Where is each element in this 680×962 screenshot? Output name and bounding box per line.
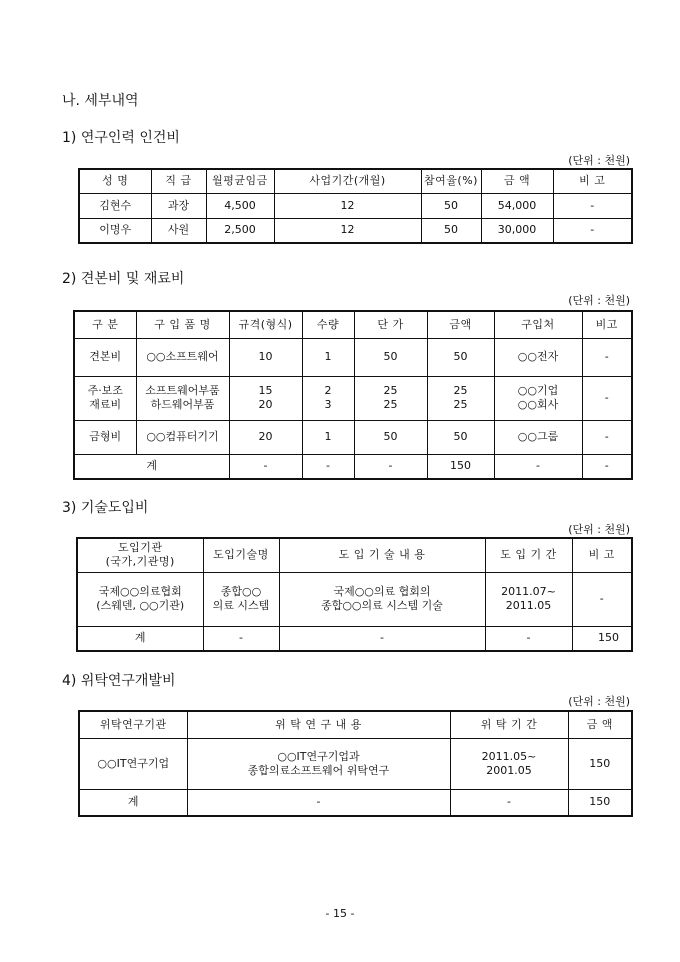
s4-title: 4) 위탁연구개발비: [62, 673, 176, 689]
cell: 1: [302, 420, 354, 454]
cell: 50: [421, 193, 481, 218]
total-label: 계: [79, 789, 187, 816]
s1-table: [78, 168, 633, 244]
s1-title: 1) 연구인력 인건비: [62, 130, 180, 146]
section-title: 나. 세부내역: [62, 93, 139, 109]
page-number: - 15 -: [325, 907, 355, 920]
table-row: [79, 218, 632, 243]
s3-header: 도 입 기 술 내 용: [279, 538, 485, 572]
s1-header-row: [79, 169, 632, 193]
cell: ○○전자: [494, 338, 582, 376]
cell: 2011.05~ 2001.05: [450, 738, 568, 789]
s1-header: 비 고: [553, 169, 632, 193]
cell: 50: [421, 218, 481, 243]
cell: 12: [274, 193, 421, 218]
s4-header: 위 탁 연 구 내 용: [187, 711, 450, 738]
cell: 소프트웨어부품 하드웨어부품: [136, 376, 229, 420]
cell: ○○그룹: [494, 420, 582, 454]
s3-table: [76, 537, 633, 652]
total-row: [74, 454, 632, 479]
s4-unit: (단위 : 천원): [568, 695, 630, 708]
cell: 20: [229, 420, 302, 454]
s1-header: 금 액: [481, 169, 553, 193]
cell: 150: [572, 626, 632, 651]
s2-header: 구입처: [494, 311, 582, 338]
cell: 국제○○의료협회 (스웨덴, ○○기관): [77, 572, 203, 626]
s2-header-row: [74, 311, 632, 338]
s3-header: 도 입 기 간: [485, 538, 572, 572]
s3-header: 도입기관 (국가,기관명): [77, 538, 203, 572]
s4-header: 위 탁 기 간: [450, 711, 568, 738]
cell: 국제○○의료 협회의 종합○○의료 시스템 기술: [279, 572, 485, 626]
cell: 이명우: [79, 218, 151, 243]
table-row: [77, 572, 632, 626]
cell: -: [203, 626, 279, 651]
table-row: [74, 420, 632, 454]
s1-header: 월평균임금: [206, 169, 274, 193]
s1-header: 참여율(%): [421, 169, 481, 193]
cell: -: [582, 454, 632, 479]
s2-title: 2) 견본비 및 재료비: [62, 271, 185, 287]
table-row: [74, 338, 632, 376]
s2-header: 비고: [582, 311, 632, 338]
s4-header: 금 액: [568, 711, 632, 738]
cell: 50: [427, 420, 494, 454]
cell: 54,000: [481, 193, 553, 218]
s3-title: 3) 기술도입비: [62, 500, 149, 516]
cell: 1: [302, 338, 354, 376]
cell: -: [582, 376, 632, 420]
cell: ○○기업 ○○회사: [494, 376, 582, 420]
s4-header: 위탁연구기관: [79, 711, 187, 738]
s4-header-row: [79, 711, 632, 738]
cell: -: [582, 338, 632, 376]
s2-header: 수량: [302, 311, 354, 338]
s2-header: 구 분: [74, 311, 136, 338]
cell: 50: [354, 420, 427, 454]
cell: -: [450, 789, 568, 816]
cell: 견본비: [74, 338, 136, 376]
cell: 2 3: [302, 376, 354, 420]
s1-header: 사업기간(개월): [274, 169, 421, 193]
cell: ○○IT연구기업: [79, 738, 187, 789]
cell: -: [187, 789, 450, 816]
s3-header-row: [77, 538, 632, 572]
cell: 10: [229, 338, 302, 376]
cell: 150: [568, 789, 632, 816]
cell: -: [553, 193, 632, 218]
cell: 김현수: [79, 193, 151, 218]
cell: -: [485, 626, 572, 651]
cell: -: [279, 626, 485, 651]
total-label: 계: [77, 626, 203, 651]
cell: -: [354, 454, 427, 479]
cell: 종합○○ 의료 시스템: [203, 572, 279, 626]
s3-header: 도입기술명: [203, 538, 279, 572]
total-label: 계: [74, 454, 229, 479]
s2-unit: (단위 : 천원): [568, 294, 630, 307]
cell: 주·보조 재료비: [74, 376, 136, 420]
cell: 15 20: [229, 376, 302, 420]
s1-unit: (단위 : 천원): [568, 154, 630, 167]
total-row: [79, 789, 632, 816]
cell: 2011.07~ 2011.05: [485, 572, 572, 626]
cell: -: [494, 454, 582, 479]
s2-header: 규격(형식): [229, 311, 302, 338]
s1-header: 성 명: [79, 169, 151, 193]
cell: -: [302, 454, 354, 479]
cell: ○○IT연구기업과 종합의료소프트웨어 위탁연구: [187, 738, 450, 789]
s3-header: 비 고: [572, 538, 632, 572]
cell: ○○컴퓨터기기: [136, 420, 229, 454]
cell: 150: [427, 454, 494, 479]
table-row: [74, 376, 632, 420]
cell: 150: [568, 738, 632, 789]
cell: 25 25: [427, 376, 494, 420]
s2-header: 구 입 품 명: [136, 311, 229, 338]
cell: -: [553, 218, 632, 243]
cell: 50: [427, 338, 494, 376]
cell: -: [572, 572, 632, 626]
s4-table: [78, 710, 633, 817]
cell: ○○소프트웨어: [136, 338, 229, 376]
table-row: [79, 193, 632, 218]
s3-unit: (단위 : 천원): [568, 523, 630, 536]
s2-header: 금액: [427, 311, 494, 338]
cell: 사원: [151, 218, 206, 243]
s2-header: 단 가: [354, 311, 427, 338]
total-row: [77, 626, 632, 651]
cell: 50: [354, 338, 427, 376]
cell: -: [229, 454, 302, 479]
cell: 30,000: [481, 218, 553, 243]
cell: -: [582, 420, 632, 454]
s1-header: 직 급: [151, 169, 206, 193]
cell: 금형비: [74, 420, 136, 454]
cell: 25 25: [354, 376, 427, 420]
cell: 4,500: [206, 193, 274, 218]
table-row: [79, 738, 632, 789]
cell: 과장: [151, 193, 206, 218]
s2-table: [73, 310, 633, 480]
cell: 2,500: [206, 218, 274, 243]
cell: 12: [274, 218, 421, 243]
